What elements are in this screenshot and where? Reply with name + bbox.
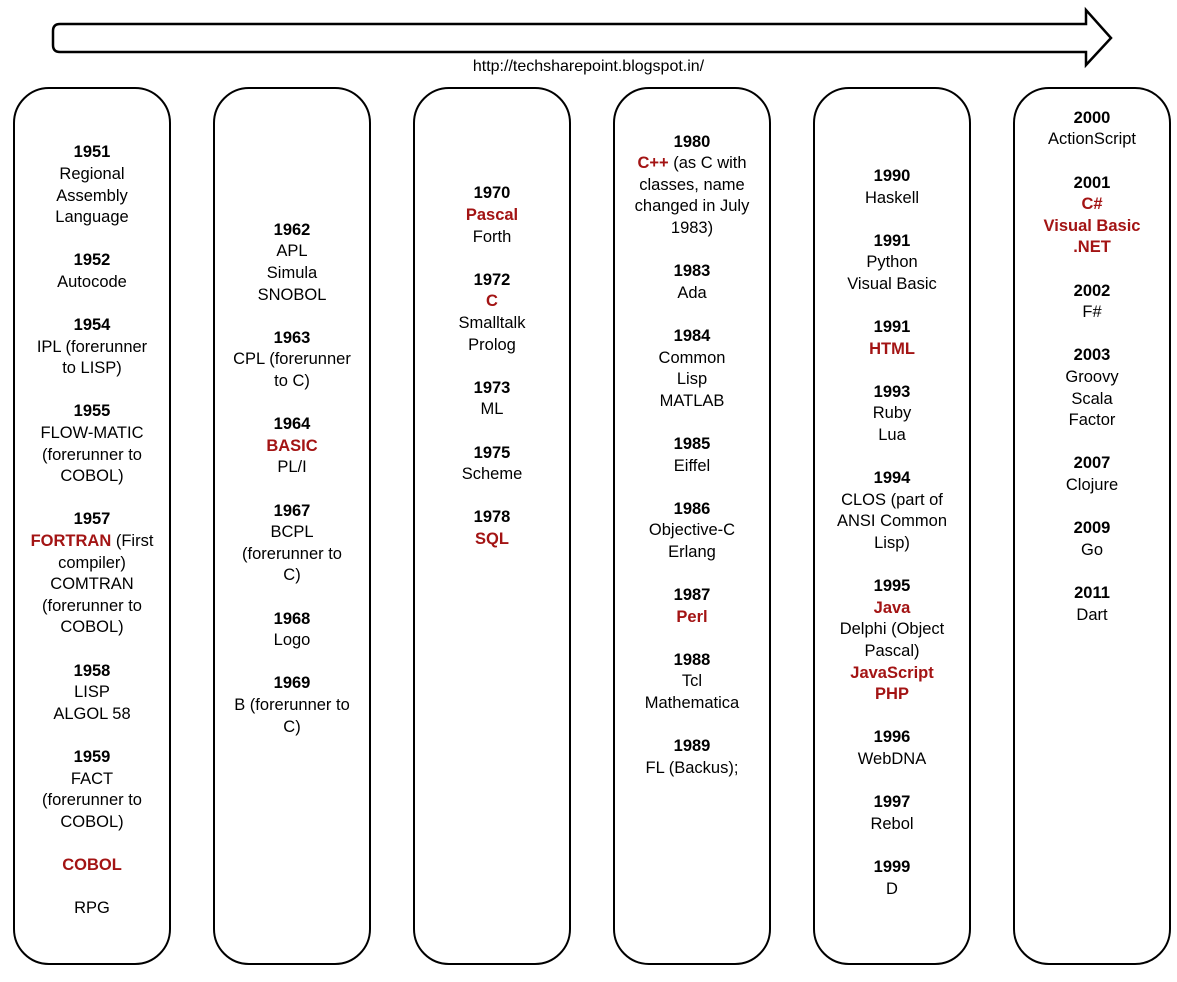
language-line bbox=[421, 205, 563, 227]
language-text: Lua bbox=[878, 426, 906, 445]
language-line bbox=[221, 349, 363, 371]
language-line bbox=[621, 369, 763, 391]
highlighted-language: FORTRAN bbox=[30, 532, 112, 550]
language-line bbox=[221, 263, 363, 285]
language-text: Pascal) bbox=[864, 641, 920, 660]
language-text: Go bbox=[1080, 540, 1103, 559]
year-entry bbox=[621, 499, 763, 564]
language-text: IPL (forerunner bbox=[36, 337, 148, 356]
language-text: (forerunner to bbox=[42, 445, 142, 464]
language-line bbox=[821, 619, 963, 641]
language-text: Ada bbox=[677, 283, 707, 302]
language-text: C) bbox=[283, 566, 301, 585]
decade-column-1950s bbox=[13, 87, 171, 965]
year-entry bbox=[421, 183, 563, 248]
year-label: 2007 bbox=[1073, 454, 1111, 473]
year-entry bbox=[621, 326, 763, 412]
language-text: FL (Backus); bbox=[645, 758, 739, 777]
language-line bbox=[621, 348, 763, 370]
highlighted-language: Pascal bbox=[465, 206, 519, 225]
language-line bbox=[1021, 367, 1163, 389]
year-entry bbox=[221, 673, 363, 738]
language-line bbox=[221, 285, 363, 307]
language-line bbox=[621, 520, 763, 542]
language-line bbox=[21, 704, 163, 726]
language-line bbox=[221, 544, 363, 566]
year-label: 1951 bbox=[73, 143, 111, 162]
language-text: PL/I bbox=[277, 458, 307, 477]
language-line bbox=[21, 207, 163, 229]
language-line bbox=[221, 241, 363, 263]
language-line bbox=[21, 466, 163, 488]
year-label: 1975 bbox=[473, 443, 511, 462]
language-line bbox=[821, 339, 963, 361]
year-entry bbox=[621, 736, 763, 779]
language-line bbox=[621, 175, 763, 197]
language-line bbox=[221, 565, 363, 587]
year-label: 1958 bbox=[73, 661, 111, 680]
highlighted-language: HTML bbox=[869, 339, 915, 358]
language-text: CPL (forerunner bbox=[233, 350, 351, 369]
year-label: 1970 bbox=[473, 184, 511, 203]
language-text: Eiffel bbox=[673, 456, 711, 475]
language-line bbox=[421, 227, 563, 249]
language-text: Scala bbox=[1071, 389, 1113, 408]
year-entry bbox=[221, 501, 363, 587]
language-text: Erlang bbox=[668, 542, 716, 561]
language-line bbox=[821, 598, 963, 620]
year-label: 1986 bbox=[673, 499, 711, 518]
language-line bbox=[421, 313, 563, 335]
language-line bbox=[21, 682, 163, 704]
column-content bbox=[21, 142, 163, 919]
language-text: Rebol bbox=[870, 814, 914, 833]
language-line bbox=[621, 693, 763, 715]
year-entry bbox=[821, 382, 963, 447]
language-text: Mathematica bbox=[644, 694, 740, 713]
year-label: 1968 bbox=[273, 609, 311, 628]
language-line bbox=[821, 490, 963, 512]
year-label: 2011 bbox=[1074, 583, 1110, 602]
language-text: CLOS (part of bbox=[841, 490, 943, 509]
language-line bbox=[21, 337, 163, 359]
year-entry bbox=[221, 414, 363, 479]
decade-column-1970s bbox=[413, 87, 571, 965]
year-entry bbox=[221, 328, 363, 393]
language-line bbox=[21, 769, 163, 791]
language-text: (forerunner to bbox=[42, 791, 142, 810]
language-text: Visual Basic bbox=[847, 274, 937, 293]
language-text: RPG bbox=[74, 899, 110, 918]
language-text: B (forerunner to bbox=[234, 695, 350, 714]
language-line bbox=[821, 425, 963, 447]
language-line bbox=[621, 196, 763, 218]
language-text: Factor bbox=[1068, 411, 1116, 430]
year-label: 1955 bbox=[73, 402, 111, 421]
year-entry bbox=[21, 401, 163, 487]
year-label: 1987 bbox=[673, 586, 711, 605]
year-entry bbox=[21, 315, 163, 380]
language-line bbox=[1021, 129, 1163, 151]
language-line bbox=[221, 522, 363, 544]
year-entry bbox=[621, 434, 763, 477]
highlighted-language: PHP bbox=[875, 685, 909, 704]
highlighted-language: .NET bbox=[1073, 238, 1111, 257]
language-line bbox=[621, 758, 763, 780]
year-entry bbox=[1021, 583, 1163, 626]
year-entry bbox=[821, 727, 963, 770]
language-line bbox=[1021, 410, 1163, 432]
language-line bbox=[1021, 237, 1163, 259]
year-entry bbox=[1021, 518, 1163, 561]
language-text: D bbox=[886, 879, 898, 898]
language-text: ML bbox=[480, 400, 504, 419]
highlighted-language: C# bbox=[1081, 195, 1103, 214]
language-text: Lisp) bbox=[874, 534, 910, 552]
year-label: 1969 bbox=[273, 674, 311, 693]
language-text: Clojure bbox=[1065, 475, 1119, 494]
language-line bbox=[1021, 389, 1163, 411]
year-label: 1997 bbox=[873, 793, 911, 812]
column-content bbox=[1021, 108, 1163, 626]
year-entry bbox=[1021, 108, 1163, 151]
year-label: 1999 bbox=[873, 857, 911, 876]
language-text: (forerunner to bbox=[242, 544, 342, 563]
year-label: 1978 bbox=[473, 508, 511, 527]
language-text: COBOL) bbox=[60, 812, 124, 831]
language-line bbox=[1021, 540, 1163, 562]
language-line bbox=[1021, 194, 1163, 216]
year-entry bbox=[1021, 345, 1163, 431]
year-entry bbox=[621, 261, 763, 304]
language-line bbox=[21, 574, 163, 596]
language-line bbox=[21, 553, 163, 575]
language-text: Prolog bbox=[468, 335, 516, 354]
language-text: (as C with bbox=[668, 154, 747, 173]
language-line bbox=[421, 464, 563, 486]
language-line bbox=[21, 596, 163, 618]
year-label: 1964 bbox=[273, 415, 311, 434]
year-label: 1988 bbox=[673, 650, 711, 669]
language-text: (forerunner to bbox=[42, 596, 142, 615]
year-label: 1972 bbox=[473, 270, 511, 289]
highlighted-language: C bbox=[486, 292, 498, 311]
language-line bbox=[221, 695, 363, 717]
language-text: classes, name bbox=[639, 175, 745, 194]
language-text: Smalltalk bbox=[458, 314, 526, 333]
language-line bbox=[821, 749, 963, 771]
language-text: Autocode bbox=[57, 272, 127, 291]
year-entry bbox=[821, 857, 963, 900]
language-text: Lisp bbox=[676, 370, 708, 389]
language-line bbox=[21, 358, 163, 380]
decade-column-2000s bbox=[1013, 87, 1171, 965]
year-label: 1990 bbox=[873, 166, 911, 185]
year-entry bbox=[621, 585, 763, 628]
year-label: 1952 bbox=[73, 251, 111, 270]
language-line bbox=[21, 898, 163, 920]
language-text: SNOBOL bbox=[257, 285, 327, 304]
year-label: 1983 bbox=[673, 262, 711, 281]
year-label: 2000 bbox=[1073, 108, 1111, 127]
year-entry bbox=[821, 792, 963, 835]
language-line bbox=[21, 855, 163, 877]
language-text: Groovy bbox=[1065, 368, 1119, 386]
language-line bbox=[221, 371, 363, 393]
year-label: 1957 bbox=[73, 510, 111, 529]
language-text: ALGOL 58 bbox=[53, 704, 131, 723]
highlighted-language: C++ bbox=[637, 154, 669, 173]
language-line bbox=[21, 790, 163, 812]
language-text: Ruby bbox=[872, 404, 912, 423]
language-text: COBOL) bbox=[60, 618, 124, 637]
year-entry bbox=[21, 142, 163, 228]
highlighted-language: COBOL bbox=[62, 855, 122, 874]
language-text: FACT bbox=[70, 769, 114, 788]
column-content bbox=[621, 132, 763, 780]
language-line bbox=[621, 218, 763, 240]
language-text: COMTRAN bbox=[50, 575, 134, 594]
year-entry bbox=[821, 231, 963, 296]
language-line bbox=[421, 529, 563, 551]
language-line bbox=[21, 164, 163, 186]
decade-column-1960s bbox=[213, 87, 371, 965]
year-entry bbox=[821, 468, 963, 554]
language-line bbox=[1021, 302, 1163, 324]
language-text: APL bbox=[276, 242, 308, 261]
language-text: LISP bbox=[74, 683, 110, 702]
year-entry bbox=[421, 378, 563, 421]
highlighted-language: SQL bbox=[475, 529, 509, 548]
column-content bbox=[821, 166, 963, 900]
language-line bbox=[621, 456, 763, 478]
language-text: C) bbox=[283, 717, 301, 736]
language-line bbox=[21, 423, 163, 445]
year-entry bbox=[21, 661, 163, 726]
language-line bbox=[821, 879, 963, 901]
decade-column-1990s bbox=[813, 87, 971, 965]
year-entry bbox=[621, 650, 763, 715]
language-line bbox=[421, 291, 563, 313]
language-line bbox=[21, 617, 163, 639]
language-text: FLOW-MATIC bbox=[40, 424, 144, 443]
language-line bbox=[821, 533, 963, 555]
year-label: 2001 bbox=[1073, 173, 1111, 192]
language-text: compiler) bbox=[58, 553, 126, 572]
language-line bbox=[1021, 216, 1163, 238]
language-line bbox=[621, 671, 763, 693]
year-entry bbox=[1021, 281, 1163, 324]
language-line bbox=[21, 186, 163, 208]
year-entry bbox=[421, 270, 563, 356]
year-entry bbox=[421, 443, 563, 486]
year-label: 1959 bbox=[73, 747, 111, 766]
source-url: http://techsharepoint.blogspot.in/ bbox=[472, 58, 705, 75]
language-line bbox=[621, 391, 763, 413]
language-text: BCPL bbox=[270, 523, 314, 542]
language-text: Python bbox=[866, 253, 918, 272]
language-line bbox=[821, 663, 963, 685]
language-text: Dart bbox=[1076, 605, 1108, 624]
year-entry bbox=[21, 898, 163, 920]
year-label: 1994 bbox=[873, 469, 911, 488]
language-line bbox=[821, 403, 963, 425]
language-line bbox=[421, 399, 563, 421]
language-text: Regional bbox=[59, 164, 125, 183]
language-line bbox=[221, 630, 363, 652]
language-line bbox=[821, 641, 963, 663]
language-line bbox=[221, 436, 363, 458]
year-label: 1991 bbox=[873, 231, 911, 250]
year-label: 1995 bbox=[873, 577, 911, 596]
language-text: Logo bbox=[273, 631, 311, 650]
language-line bbox=[821, 684, 963, 706]
language-line bbox=[221, 717, 363, 739]
year-entry bbox=[21, 747, 163, 833]
language-text: MATLAB bbox=[659, 391, 725, 410]
year-entry bbox=[821, 576, 963, 706]
language-text: ANSI Common bbox=[836, 512, 948, 531]
highlighted-language: Visual Basic bbox=[1043, 216, 1141, 235]
language-line bbox=[821, 252, 963, 274]
language-line bbox=[621, 283, 763, 305]
year-entry bbox=[621, 132, 763, 240]
year-label: 1985 bbox=[673, 434, 711, 453]
language-line bbox=[21, 812, 163, 834]
language-text: Haskell bbox=[864, 188, 920, 207]
year-entry bbox=[1021, 173, 1163, 259]
year-label: 1991 bbox=[873, 318, 911, 337]
language-text: 1983) bbox=[670, 218, 714, 237]
year-label: 1984 bbox=[673, 326, 711, 345]
year-label: 1963 bbox=[273, 328, 311, 347]
year-entry bbox=[821, 166, 963, 209]
highlighted-language: JavaScript bbox=[850, 663, 934, 682]
column-content bbox=[421, 183, 563, 550]
highlighted-language: Java bbox=[873, 598, 911, 617]
year-entry bbox=[21, 250, 163, 293]
year-label: 1993 bbox=[873, 382, 911, 401]
language-line bbox=[821, 274, 963, 296]
language-text: WebDNA bbox=[857, 749, 927, 768]
year-label: 2003 bbox=[1073, 346, 1111, 365]
language-text: Scheme bbox=[461, 465, 523, 484]
language-line bbox=[621, 607, 763, 629]
year-entry bbox=[221, 609, 363, 652]
language-text: Simula bbox=[266, 264, 318, 283]
year-label: 1980 bbox=[673, 132, 711, 151]
language-text: COBOL) bbox=[60, 467, 124, 486]
decade-column-1980s bbox=[613, 87, 771, 965]
year-label: 1996 bbox=[873, 728, 911, 747]
year-label: 2009 bbox=[1073, 519, 1111, 538]
language-line bbox=[1021, 475, 1163, 497]
language-line bbox=[821, 188, 963, 210]
language-line bbox=[221, 457, 363, 479]
language-line bbox=[821, 814, 963, 836]
highlighted-language: BASIC bbox=[266, 436, 318, 455]
year-entry bbox=[1021, 453, 1163, 496]
language-text: (First bbox=[111, 532, 154, 550]
year-label: 1989 bbox=[673, 737, 711, 756]
language-text: to C) bbox=[274, 372, 310, 391]
year-entry bbox=[221, 220, 363, 306]
year-entry bbox=[21, 509, 163, 639]
column-content bbox=[221, 220, 363, 738]
year-entry bbox=[21, 855, 163, 877]
language-line bbox=[21, 445, 163, 467]
language-text: Assembly bbox=[56, 186, 128, 205]
language-line bbox=[621, 153, 763, 175]
language-text: ActionScript bbox=[1047, 130, 1137, 149]
highlighted-language: Perl bbox=[676, 607, 708, 626]
language-text: Common bbox=[658, 348, 726, 367]
language-text: Forth bbox=[472, 227, 512, 246]
language-text: Language bbox=[55, 208, 129, 227]
year-entry bbox=[421, 507, 563, 550]
year-label: 1973 bbox=[473, 378, 511, 397]
language-text: changed in July bbox=[634, 197, 750, 216]
language-text: F# bbox=[1082, 303, 1102, 322]
language-line bbox=[21, 272, 163, 294]
language-line bbox=[421, 335, 563, 357]
year-label: 1962 bbox=[273, 220, 311, 239]
year-label: 1954 bbox=[73, 316, 111, 335]
language-text: Objective-C bbox=[648, 521, 736, 540]
language-line bbox=[621, 542, 763, 564]
language-line bbox=[21, 531, 163, 553]
language-text: Delphi (Object bbox=[839, 620, 945, 639]
language-line bbox=[1021, 605, 1163, 627]
year-entry bbox=[821, 317, 963, 360]
year-label: 1967 bbox=[273, 501, 311, 520]
language-text: to LISP) bbox=[62, 359, 122, 378]
language-line bbox=[821, 511, 963, 533]
year-label: 2002 bbox=[1073, 281, 1111, 300]
language-text: Tcl bbox=[681, 672, 703, 691]
